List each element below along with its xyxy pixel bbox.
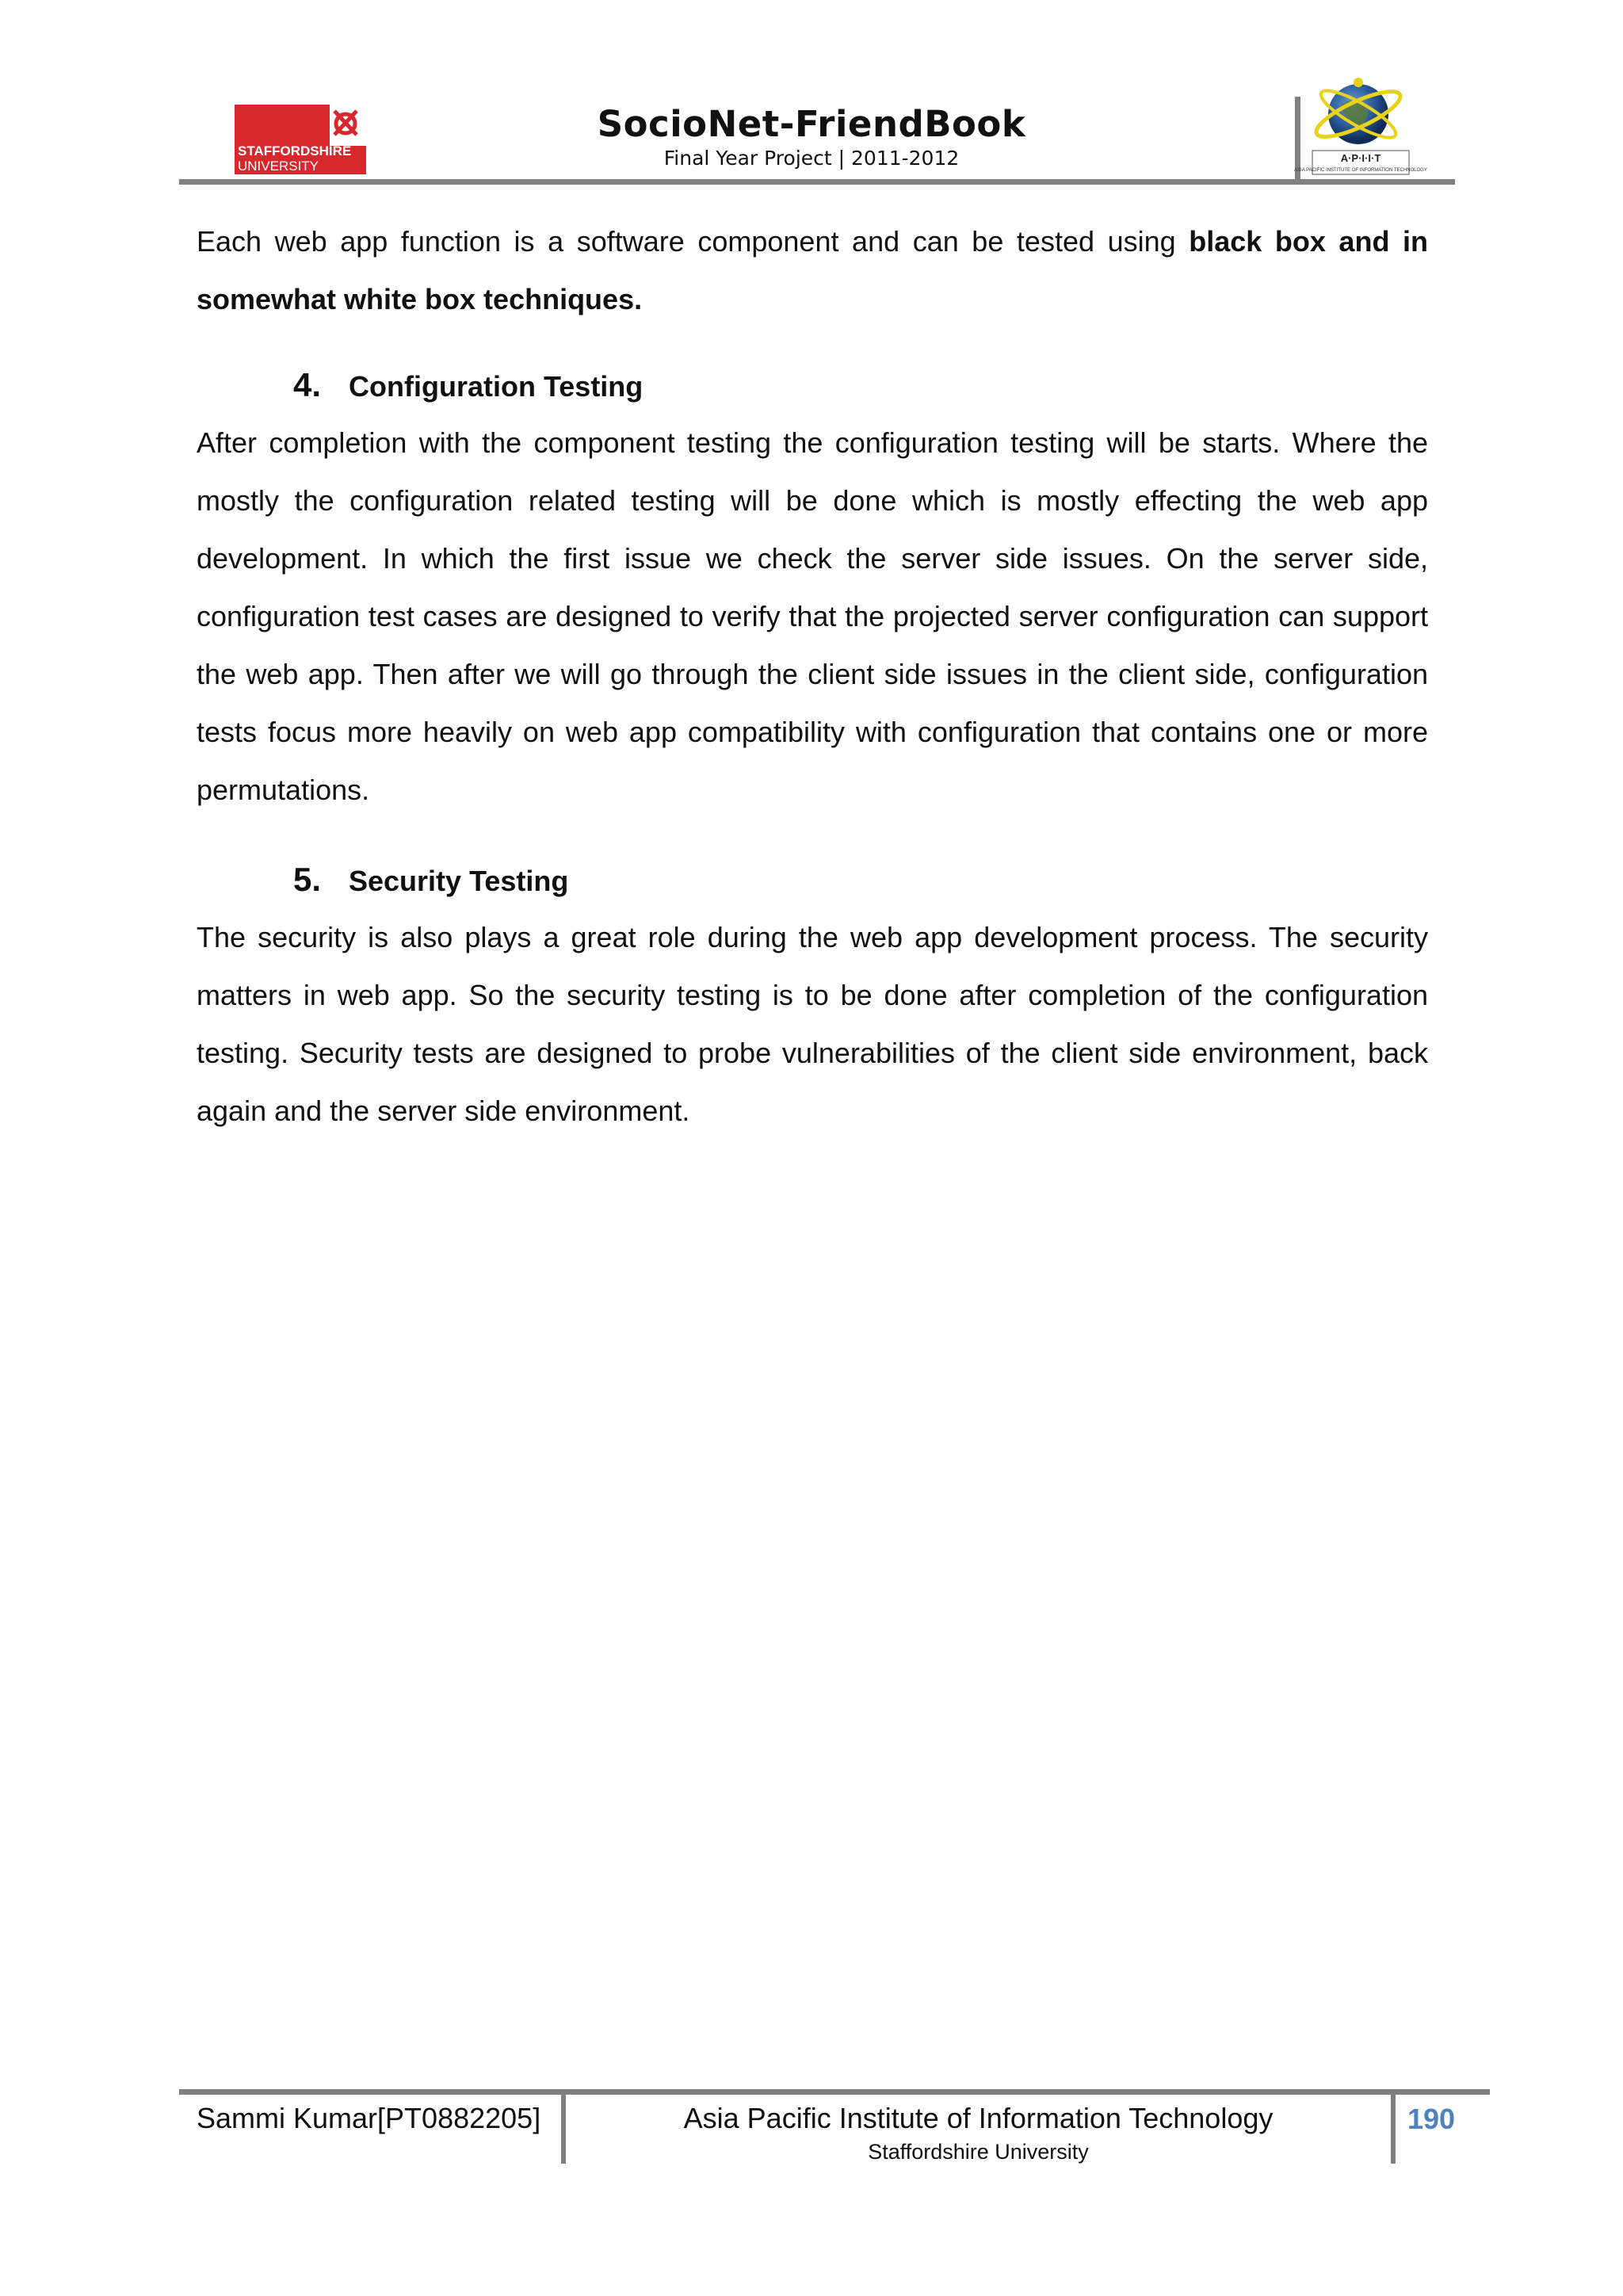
section-title: Configuration Testing <box>349 370 643 403</box>
intro-paragraph-container <box>197 212 1428 328</box>
svg-text:UNIVERSITY: UNIVERSITY <box>238 159 319 174</box>
footer-institution <box>566 2102 1391 2164</box>
document-subtitle: Final Year Project | 2011-2012 <box>663 147 960 170</box>
svg-text:A·P·I·I·T: A·P·I·I·T <box>1340 152 1381 164</box>
section-configuration-testing <box>197 366 1428 819</box>
header-rule <box>179 179 1455 185</box>
section-number: 5. <box>293 861 322 898</box>
section-title: Security Testing <box>349 865 569 897</box>
section-heading <box>197 366 1428 414</box>
footer-divider <box>1391 2092 1396 2164</box>
section-number: 4. <box>293 366 322 403</box>
section-security-testing <box>197 861 1428 1140</box>
footer-rule <box>179 2089 1490 2095</box>
svg-text:ASIA PACIFIC INSTITUTE OF INFO: ASIA PACIFIC INSTITUTE OF INFORMATION TECHNOLOGY <box>1294 168 1427 173</box>
section-body: After completion with the component testing the configuration testing will be starts. Where the mostly the configuration related testing will be done which is mostly effecting the web app development. In which the first issue we check the server side issues. On the server side, configuration test cases are designed to verify that the projected server configuration can support the web app. Then after we will go through the client side issues in the client side, configuration tests focus more heavily on web app compatibility with configuration that contains one or more permutations. <box>197 426 1428 806</box>
footer-author: Sammi Kumar[PT0882205] <box>197 2102 541 2134</box>
intro-text: Each web app function is a software component and can be tested using <box>197 225 1190 258</box>
page-number: 190 <box>1407 2103 1456 2135</box>
intro-paragraph <box>197 212 1428 328</box>
apiit-logo <box>1294 73 1427 178</box>
footer-university-name: Staffordshire University <box>868 2140 1089 2164</box>
intro-bold-text: black box and in somewhat white box techniques. <box>197 225 1428 315</box>
section-body: The security is also plays a great role during the web app development process. The security matters in web app. So the security testing is to be done after completion of the configuration testing. Security tests are designed to probe vulnerabilities of the client side environment, back again and the server side environment. <box>197 921 1428 1127</box>
document-title: SocioNet-FriendBook <box>597 103 1026 145</box>
footer-institute-name: Asia Pacific Institute of Information Technology <box>683 2102 1274 2134</box>
section-heading <box>197 861 1428 908</box>
svg-text:STAFFORDSHIRE: STAFFORDSHIRE <box>238 143 352 159</box>
